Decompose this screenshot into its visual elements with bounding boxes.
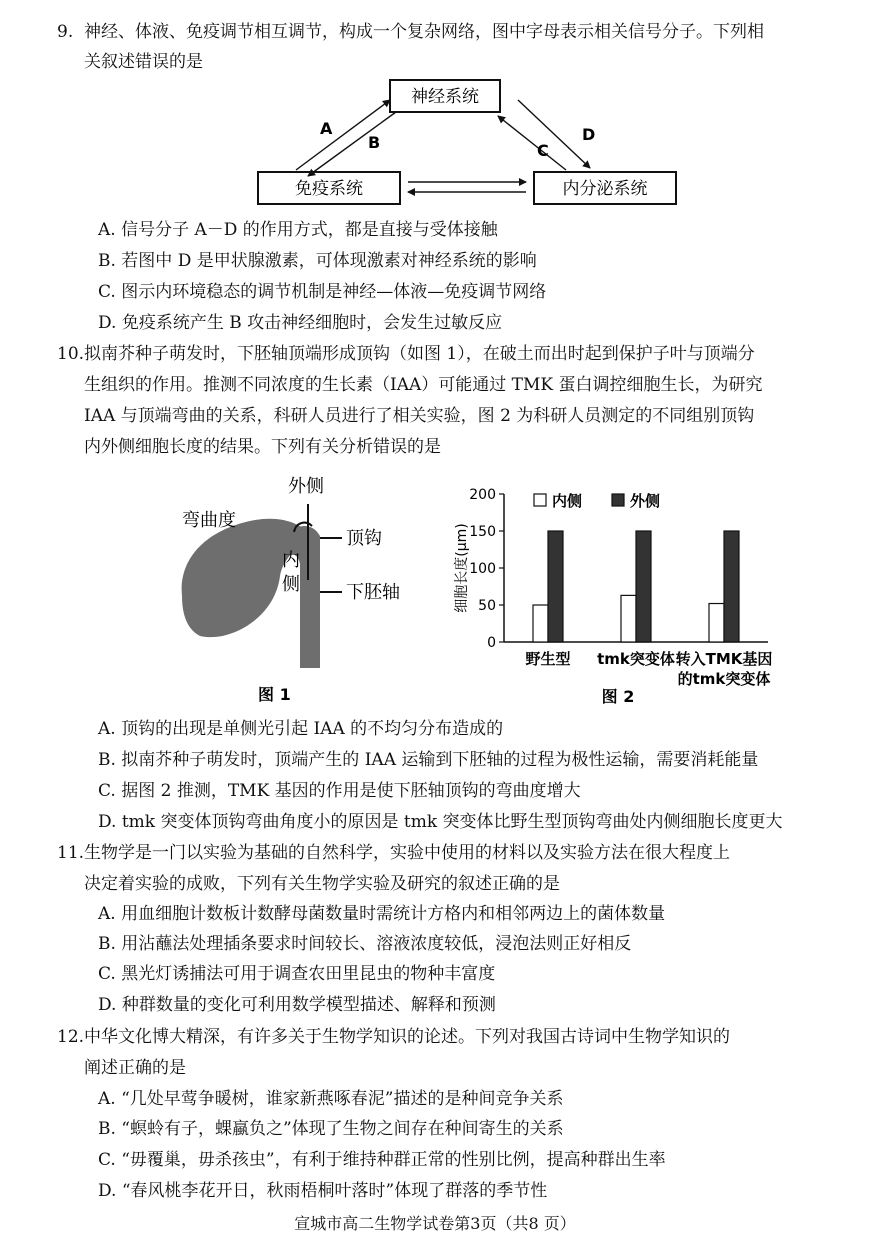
chart-category-label: 转入TMK基因 [675,650,773,668]
endocrine-system-box [534,172,676,204]
fig1-hook-label: 顶钩 [346,528,382,549]
fig1-inner-label-1: 内 [282,550,300,571]
chart-y-tick-label: 100 [469,561,496,577]
q12-option-c: C. “毋覆巢，毋杀孩虫”，有利于维持种群正常的性别比例，提高种群出生率 [98,1150,666,1170]
q12-stem-line2: 阐述正确的是 [84,1058,186,1078]
q10-stem-line1: 拟南芥种子萌发时，下胚轴顶端形成顶钩（如图 1），在破土而出时起到保护子叶与顶端分 [84,344,755,364]
q12-number: 12. [57,1027,85,1047]
q11-option-c: C. 黑光灯诱捕法可用于调查农田里昆虫的物种丰富度 [98,964,496,984]
q11-stem-line2: 决定着实验的成败，下列有关生物学实验及研究的叙述正确的是 [84,874,560,894]
q12-option-b: B. “螟蛉有子，蜾蠃负之”体现了生物之间存在种间寄生的关系 [98,1119,564,1139]
q10-stem-line2: 生组织的作用。推测不同浓度的生长素（IAA）可能通过 TMK 蛋白调控细胞生长，为研究 [84,375,763,395]
q12-option-a: A. “几处早莺争暖树，谁家新燕啄春泥”描述的是种间竞争关系 [98,1089,564,1109]
q9-stem-line1: 神经、体液、免疫调节相互调节，构成一个复杂网络，图中字母表示相关信号分子。下列相 [84,22,764,42]
bar-outer [636,531,651,642]
fig1-inner-label-2: 侧 [282,574,300,595]
label-b: B [368,133,381,152]
hypocotyl-shape [278,526,320,668]
q9-option-d: D. 免疫系统产生 B 攻击神经细胞时，会发生过敏反应 [98,313,503,333]
q10-option-a: A. 顶钩的出现是单侧光引起 IAA 的不均匀分布造成的 [98,719,504,739]
q9-option-a: A. 信号分子 A－D 的作用方式，都是直接与受体接触 [98,220,498,240]
q11-option-b: B. 用沾蘸法处理插条要求时间较长、溶液浓度较低，浸泡法则正好相反 [98,934,632,954]
fig1-hypocotyl-label: 下胚轴 [346,582,400,603]
chart-category-label: 的tmk突变体 [677,670,771,688]
fig1-outer-label: 外侧 [288,476,324,497]
label-d: D [582,125,596,144]
chart-y-tick-label: 50 [478,598,496,614]
q10-option-b: B. 拟南芥种子萌发时，顶端产生的 IAA 运输到下胚轴的过程为极性运输，需要消耗能量 [98,750,759,770]
q10-stem-line4: 内外侧细胞长度的结果。下列有关分析错误的是 [84,437,441,457]
q9-option-b: B. 若图中 D 是甲状腺激素，可体现激素对神经系统的影响 [98,251,537,271]
chart-y-axis-label: 细胞长度(μm) [454,523,470,613]
nervous-system-label: 神经系统 [411,87,479,107]
legend-label-outer: 外侧 [630,492,661,510]
arrow-d [518,100,590,168]
immune-system-label: 免疫系统 [295,179,363,199]
nervous-system-box [390,80,500,112]
fig1-caption: 图 1 [258,685,291,704]
legend-label-inner: 内侧 [552,492,583,510]
bar-inner [533,605,548,642]
regulation-network-diagram [250,78,690,210]
q11-number: 11. [57,843,85,863]
q9-stem-line2: 关叙述错误的是 [84,52,203,72]
page-footer: 宣城市高二生物学试卷第3页（共8 页） [294,1214,576,1233]
q9-option-c: C. 图示内环境稳态的调节机制是神经—体液—免疫调节网络 [98,282,547,302]
q11-option-a: A. 用血细胞计数板计数酵母菌数量时需统计方格内和相邻两边上的菌体数量 [98,904,666,924]
q11-option-d: D. 种群数量的变化可利用数学模型描述、解释和预测 [98,995,496,1015]
figure-1-seedling-hook [170,468,440,713]
chart-y-tick-label: 150 [469,524,496,540]
label-a: A [320,119,333,138]
q10-option-d: D. tmk 突变体顶钩弯曲角度小的原因是 tmk 突变体比野生型顶钩弯曲处内侧细胞长度更大 [98,812,783,832]
chart-y-tick-label: 200 [469,487,496,503]
chart-y-tick-label: 0 [487,635,496,651]
q10-number: 10. [57,344,85,364]
bar-outer [724,531,739,642]
fig1-curvature-label: 弯曲度 [182,510,236,531]
bar-outer [548,531,563,642]
fig2-caption: 图 2 [601,687,635,706]
q9-number: 9. [57,22,74,42]
immune-system-box [258,172,400,204]
chart-category-label: 野生型 [525,650,571,668]
legend-swatch-inner [534,494,546,506]
q10-stem-line3: IAA 与顶端弯曲的关系，科研人员进行了相关实验，图 2 为科研人员测定的不同组别顶钩 [84,406,755,426]
bar-inner [621,595,636,642]
bar-inner [709,604,724,642]
q12-option-d: D. “春风桃李花开日，秋雨梧桐叶落时”体现了群落的季节性 [98,1181,548,1201]
q12-stem-line1: 中华文化博大精深，有许多关于生物学知识的论述。下列对我国古诗词中生物学知识的 [84,1027,730,1047]
label-c: C [537,141,549,160]
figure-2-bar-chart [450,476,780,714]
q10-option-c: C. 据图 2 推测，TMK 基因的作用是使下胚轴顶钩的弯曲度增大 [98,781,581,801]
arrow-c [498,116,566,170]
endocrine-system-label: 内分泌系统 [562,179,648,199]
q11-stem-line1: 生物学是一门以实验为基础的自然科学，实验中使用的材料以及实验方法在很大程度上 [84,843,730,863]
legend-swatch-outer [612,494,624,506]
chart-category-label: tmk突变体 [597,650,675,668]
